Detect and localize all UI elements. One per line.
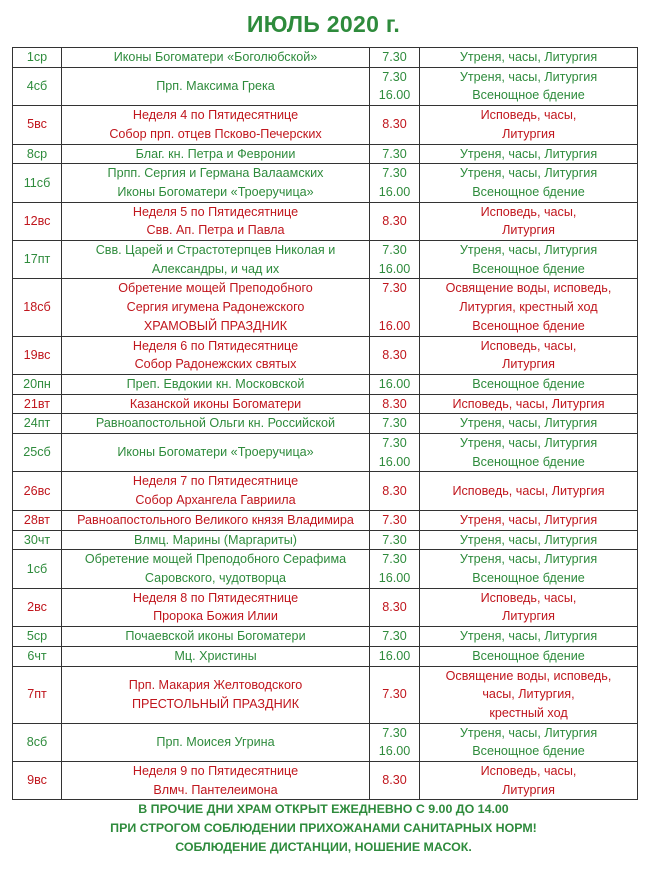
event-cell	[62, 336, 370, 374]
service-cell	[420, 394, 638, 414]
date-label: 9вс	[27, 773, 47, 788]
event-cell	[62, 627, 370, 647]
event-line: Прп. Моисея Угрина	[156, 734, 275, 749]
time-cell	[370, 762, 420, 800]
service-line: Утреня, часы, Литургия	[459, 416, 598, 431]
time-line: 8.30	[382, 600, 407, 615]
event-cell	[62, 510, 370, 530]
date-cell	[13, 241, 62, 279]
schedule-body	[13, 48, 638, 800]
time-line: 16.00	[378, 261, 411, 276]
event-cell	[62, 762, 370, 800]
service-line: Утреня, часы, Литургия	[459, 436, 598, 451]
schedule-row	[13, 510, 638, 530]
schedule-row	[13, 394, 638, 414]
service-cell	[420, 279, 638, 336]
schedule-row	[13, 666, 638, 723]
service-cell	[420, 723, 638, 761]
schedule-row	[13, 48, 638, 68]
time-cell	[370, 588, 420, 626]
service-line: Утреня, часы, Литургия	[459, 166, 598, 181]
service-line: Литургия, крестный ход	[459, 300, 598, 315]
time-cell	[370, 472, 420, 510]
schedule-table	[12, 47, 638, 800]
service-cell	[420, 510, 638, 530]
service-line: Утреня, часы, Литургия	[459, 725, 598, 740]
date-label: 1сб	[26, 561, 48, 576]
event-cell	[62, 202, 370, 240]
date-label: 25сб	[23, 445, 51, 460]
event-line: Неделя 9 по Пятидесятнице	[132, 764, 299, 779]
event-line: Влмц. Марины (Маргариты)	[133, 532, 297, 547]
service-cell	[420, 202, 638, 240]
date-label: 18сб	[23, 300, 51, 315]
date-label: 5вс	[27, 117, 47, 132]
event-cell	[62, 279, 370, 336]
time-line: 16.00	[378, 570, 411, 585]
event-cell	[62, 48, 370, 68]
date-label: 21вт	[23, 396, 51, 411]
event-line: Казанской иконы Богоматери	[129, 396, 302, 411]
time-line: 7.30	[382, 532, 407, 547]
time-line: 7.30	[382, 687, 407, 702]
event-line: Влмч. Пантелеимона	[153, 782, 278, 797]
time-cell	[370, 106, 420, 144]
event-cell	[62, 666, 370, 723]
time-line: 16.00	[378, 318, 411, 333]
event-line: Неделя 4 по Пятидесятнице	[132, 108, 299, 123]
time-cell	[370, 336, 420, 374]
date-cell	[13, 723, 62, 761]
service-cell	[420, 530, 638, 550]
service-cell	[420, 414, 638, 434]
service-line: крестный ход	[489, 705, 568, 720]
time-cell	[370, 164, 420, 202]
time-cell	[370, 394, 420, 414]
service-line: Всенощное бдение	[472, 376, 585, 391]
event-line: Сергия игумена Радонежского	[126, 300, 305, 315]
event-cell	[62, 472, 370, 510]
service-line: Всенощное бдение	[472, 648, 585, 663]
schedule-row	[13, 67, 638, 105]
date-cell	[13, 106, 62, 144]
service-cell	[420, 434, 638, 472]
event-line: Обретение мощей Преподобного Серафима	[84, 552, 347, 567]
service-line: Всенощное бдение	[472, 570, 585, 585]
service-line: Исповедь, часы,	[480, 204, 577, 219]
date-cell	[13, 164, 62, 202]
time-cell	[370, 144, 420, 164]
time-cell	[370, 550, 420, 588]
time-line: 7.30	[382, 416, 407, 431]
service-line: Утреня, часы, Литургия	[459, 69, 598, 84]
schedule-row	[13, 414, 638, 434]
service-line: Литургия	[502, 609, 555, 624]
date-cell	[13, 48, 62, 68]
time-cell	[370, 241, 420, 279]
service-cell	[420, 472, 638, 510]
time-cell	[370, 530, 420, 550]
event-line: Собор Архангела Гавриила	[135, 493, 296, 508]
time-line: 7.30	[382, 69, 407, 84]
service-line: Утреня, часы, Литургия	[459, 532, 598, 547]
event-line: Неделя 8 по Пятидесятнице	[132, 590, 299, 605]
schedule-row	[13, 762, 638, 800]
event-line: Равноапостольного Великого князя Владимира	[77, 512, 354, 527]
event-line: Равноапостольной Ольги кн. Российской	[95, 416, 336, 431]
service-cell	[420, 241, 638, 279]
service-line: Литургия	[502, 782, 555, 797]
event-line: Неделя 7 по Пятидесятнице	[132, 474, 299, 489]
time-line: 8.30	[382, 396, 407, 411]
date-label: 2вс	[27, 600, 47, 615]
date-label: 12вс	[23, 213, 51, 228]
event-cell	[62, 530, 370, 550]
time-line	[372, 298, 417, 317]
date-cell	[13, 510, 62, 530]
event-cell	[62, 414, 370, 434]
service-line: Всенощное бдение	[472, 184, 585, 199]
service-line: Исповедь, часы, Литургия	[452, 483, 605, 498]
schedule-row	[13, 550, 638, 588]
schedule-row	[13, 336, 638, 374]
time-line: 16.00	[378, 184, 411, 199]
event-cell	[62, 241, 370, 279]
event-cell	[62, 164, 370, 202]
time-cell	[370, 48, 420, 68]
schedule-row	[13, 202, 638, 240]
event-line: Благ. кн. Петра и Февронии	[135, 146, 296, 161]
time-line: 16.00	[378, 454, 411, 469]
schedule-row	[13, 434, 638, 472]
time-cell	[370, 202, 420, 240]
event-cell	[62, 106, 370, 144]
date-cell	[13, 472, 62, 510]
service-line: Освящение воды, исповедь,	[445, 668, 612, 683]
event-line: Свв. Ап. Петра и Павла	[146, 223, 285, 238]
service-cell	[420, 550, 638, 588]
service-cell	[420, 336, 638, 374]
time-cell	[370, 646, 420, 666]
time-line: 7.30	[382, 629, 407, 644]
event-line: ХРАМОВЫЙ ПРАЗДНИК	[143, 318, 288, 333]
event-line: Собор Радонежских святых	[134, 357, 297, 372]
footer-line: В ПРОЧИЕ ДНИ ХРАМ ОТКРЫТ ЕЖЕДНЕВНО С 9.00 ДО 14.00	[138, 802, 509, 816]
date-label: 8ср	[26, 146, 48, 161]
date-label: 28вт	[23, 512, 51, 527]
service-line: Утреня, часы, Литургия	[459, 552, 598, 567]
page-title: ИЮЛЬ 2020 г.	[246, 11, 401, 37]
date-cell	[13, 646, 62, 666]
schedule-row	[13, 723, 638, 761]
event-line: Иконы Богоматери «Боголюбской»	[113, 50, 318, 64]
date-label: 17пт	[23, 252, 51, 267]
footer-line: ПРИ СТРОГОМ СОБЛЮДЕНИИ ПРИХОЖАНАМИ САНИТАРНЫХ НОРМ!	[110, 821, 537, 835]
schedule-row	[13, 530, 638, 550]
date-label: 30чт	[23, 532, 51, 547]
event-cell	[62, 646, 370, 666]
service-line: Утреня, часы, Литургия	[459, 243, 598, 258]
time-line: 8.30	[382, 117, 407, 132]
time-line: 7.30	[382, 436, 407, 451]
service-line: Всенощное бдение	[472, 261, 585, 276]
time-line: 7.30	[382, 512, 407, 527]
date-cell	[13, 394, 62, 414]
service-line: Всенощное бдение	[472, 318, 585, 333]
event-line: Прп. Максима Грека	[156, 79, 275, 94]
service-line: Утреня, часы, Литургия	[459, 146, 598, 161]
event-line: Прп. Макария Желтоводского	[128, 677, 303, 692]
time-line: 7.30	[382, 552, 407, 567]
schedule-row	[13, 144, 638, 164]
event-line: Мц. Христины	[174, 648, 257, 663]
event-line: Саровского, чудотворца	[144, 570, 287, 585]
date-cell	[13, 414, 62, 434]
service-line: Утреня, часы, Литургия	[459, 512, 598, 527]
event-cell	[62, 434, 370, 472]
date-cell	[13, 336, 62, 374]
service-line: Исповедь, часы,	[480, 764, 577, 779]
date-label: 1ср	[26, 50, 48, 64]
service-line: Литургия	[502, 357, 555, 372]
service-cell	[420, 666, 638, 723]
schedule-row	[13, 472, 638, 510]
service-cell	[420, 646, 638, 666]
service-line: Всенощное бдение	[472, 88, 585, 103]
time-cell	[370, 67, 420, 105]
event-cell	[62, 374, 370, 394]
time-line: 7.30	[382, 166, 407, 181]
time-line: 8.30	[382, 347, 407, 362]
service-cell	[420, 106, 638, 144]
date-label: 11сб	[23, 175, 51, 190]
service-line: Утреня, часы, Литургия	[459, 50, 598, 64]
schedule-row	[13, 106, 638, 144]
time-line: 8.30	[382, 773, 407, 788]
event-line: Александры, и чад их	[151, 261, 280, 276]
date-label: 20пн	[23, 376, 51, 391]
time-cell	[370, 666, 420, 723]
event-cell	[62, 144, 370, 164]
date-label: 4сб	[26, 79, 48, 94]
event-line: Неделя 6 по Пятидесятнице	[132, 338, 299, 353]
schedule-row	[13, 241, 638, 279]
time-cell	[370, 414, 420, 434]
event-cell	[62, 550, 370, 588]
event-line: Обретение мощей Преподобного	[118, 281, 313, 296]
service-line: Всенощное бдение	[472, 454, 585, 469]
service-line: часы, Литургия,	[482, 687, 575, 702]
time-line: 16.00	[378, 376, 411, 391]
time-line: 16.00	[378, 88, 411, 103]
date-cell	[13, 530, 62, 550]
service-cell	[420, 588, 638, 626]
event-cell	[62, 588, 370, 626]
date-cell	[13, 762, 62, 800]
service-cell	[420, 48, 638, 68]
event-cell	[62, 67, 370, 105]
service-line: Исповедь, часы, Литургия	[452, 396, 605, 411]
service-line: Исповедь, часы,	[480, 108, 577, 123]
event-cell	[62, 394, 370, 414]
date-cell	[13, 67, 62, 105]
date-label: 8сб	[26, 734, 48, 749]
time-cell	[370, 723, 420, 761]
date-cell	[13, 202, 62, 240]
footer-notice	[0, 800, 647, 857]
service-cell	[420, 144, 638, 164]
event-cell	[62, 723, 370, 761]
time-line: 7.30	[382, 146, 407, 161]
date-label: 26вс	[23, 483, 51, 498]
time-cell	[370, 279, 420, 336]
time-cell	[370, 627, 420, 647]
event-line: Почаевской иконы Богоматери	[125, 629, 306, 644]
time-line: 16.00	[378, 744, 411, 759]
date-label: 5ср	[26, 629, 48, 644]
time-cell	[370, 434, 420, 472]
event-line: ПРЕСТОЛЬНЫЙ ПРАЗДНИК	[131, 696, 300, 711]
event-line: Иконы Богоматери «Троеручица»	[117, 184, 314, 199]
date-label: 6чт	[27, 648, 47, 663]
service-cell	[420, 67, 638, 105]
date-label: 19вс	[23, 347, 51, 362]
time-line: 7.30	[382, 281, 407, 296]
time-line: 7.30	[382, 243, 407, 258]
service-line: Освящение воды, исповедь,	[445, 281, 612, 296]
date-cell	[13, 279, 62, 336]
time-line: 7.30	[382, 725, 407, 740]
event-line: Прпп. Сергия и Германа Валаамских	[107, 166, 324, 181]
service-cell	[420, 164, 638, 202]
date-cell	[13, 588, 62, 626]
service-line: Утреня, часы, Литургия	[459, 629, 598, 644]
time-line: 8.30	[382, 483, 407, 498]
schedule-row	[13, 164, 638, 202]
service-cell	[420, 762, 638, 800]
service-line: Литургия	[502, 223, 555, 238]
time-cell	[370, 510, 420, 530]
event-line: Свв. Царей и Страстотерпцев Николая и	[95, 243, 336, 258]
date-cell	[13, 627, 62, 647]
service-line: Исповедь, часы,	[480, 590, 577, 605]
service-cell	[420, 374, 638, 394]
time-line: 16.00	[378, 648, 411, 663]
time-line: 7.30	[382, 50, 407, 64]
schedule-row	[13, 627, 638, 647]
service-line: Всенощное бдение	[472, 744, 585, 759]
date-label: 7пт	[27, 687, 47, 702]
time-line: 8.30	[382, 213, 407, 228]
date-label: 24пт	[23, 416, 51, 431]
schedule-row	[13, 374, 638, 394]
service-line: Исповедь, часы,	[480, 338, 577, 353]
service-cell	[420, 627, 638, 647]
date-cell	[13, 144, 62, 164]
schedule-row	[13, 588, 638, 626]
schedule-row	[13, 279, 638, 336]
time-cell	[370, 374, 420, 394]
event-line: Иконы Богоматери «Троеручица»	[117, 445, 314, 460]
date-cell	[13, 434, 62, 472]
event-line: Собор прп. отцев Псково-Печерских	[109, 126, 322, 141]
event-line: Неделя 5 по Пятидесятнице	[132, 204, 299, 219]
schedule-row	[13, 646, 638, 666]
event-line: Преп. Евдокии кн. Московской	[126, 376, 305, 391]
service-line: Литургия	[502, 126, 555, 141]
event-line: Пророка Божия Илии	[153, 609, 278, 624]
date-cell	[13, 550, 62, 588]
footer-line: СОБЛЮДЕНИЕ ДИСТАНЦИИ, НОШЕНИЕ МАСОК.	[175, 840, 472, 854]
date-cell	[13, 374, 62, 394]
date-cell	[13, 666, 62, 723]
